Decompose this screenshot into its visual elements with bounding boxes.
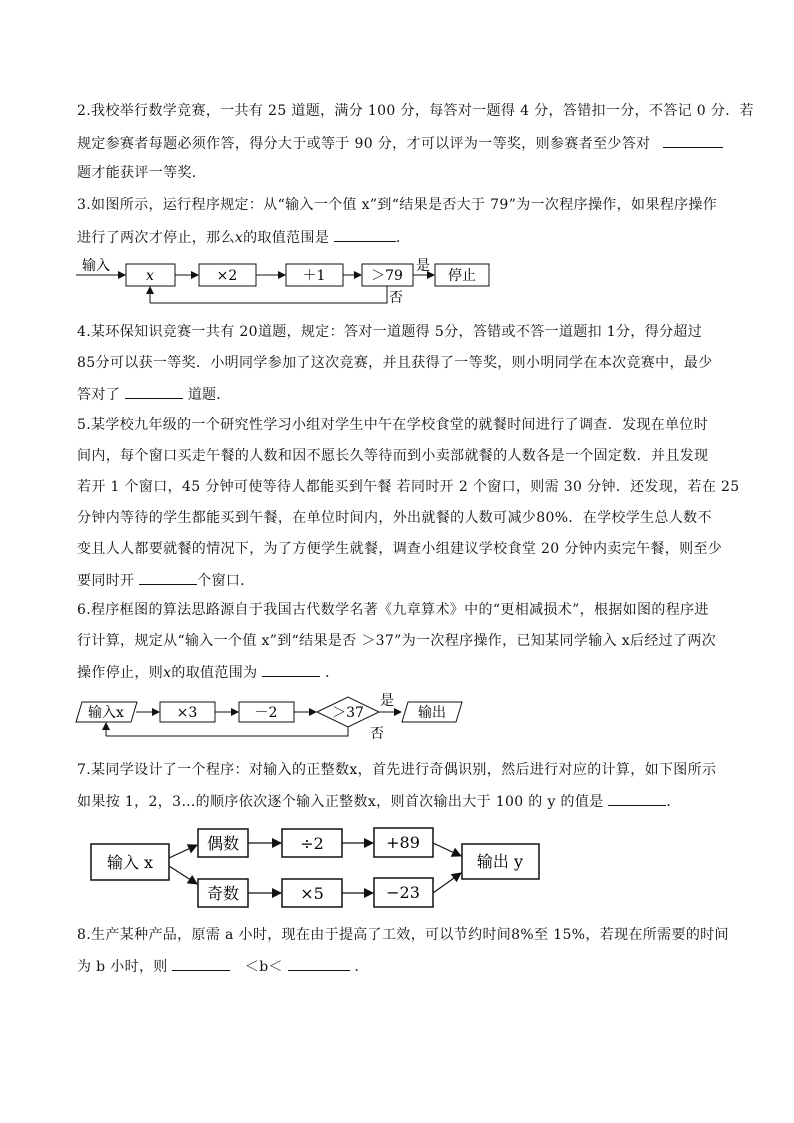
q6-line-3 bbox=[77, 662, 339, 683]
q6-answer-blank[interactable] bbox=[262, 662, 320, 677]
q8-text-b: ＜b＜ bbox=[244, 959, 283, 975]
q5-line-1: 5.某学校九年级的一个研究性学习小组对学生中午在学校食堂的就餐时间进行了调查．发现在单位时 bbox=[77, 417, 709, 433]
q6-condition-label: ＞37 bbox=[332, 705, 364, 721]
q5-line-2: 间内，每个窗口买走午餐的人数和因不愿长久等待而到小卖部就餐的人数各是一个固定数．并且发现 bbox=[77, 448, 709, 464]
q5-line-4: 分钟内等待的学生都能买到午餐，在单位时间内，外出就餐的人数可减少80%．在学校学生总人数不 bbox=[77, 510, 712, 526]
q4-text-b: 道题． bbox=[187, 387, 231, 403]
q2-text: 规定参赛者每题必须作答，得分大于或等于 90 分，才可以评为一等奖，则参赛者至少答对 bbox=[77, 136, 651, 152]
q7-text-a: 如果按 1，2，3…的顺序依次逐个输入正整数x，则首次输出大于 100 的 y 的值是 bbox=[77, 794, 604, 810]
q4-line-2: 85分可以获一等奖．小明同学参加了这次竞赛，并且获得了一等奖，则小明同学在本次竞赛中，最少 bbox=[77, 355, 713, 371]
q3-text-c: ． bbox=[396, 230, 411, 246]
q7-minus23-label: −23 bbox=[386, 883, 420, 902]
q3-box-times2-label: ×2 bbox=[216, 268, 238, 284]
q4-answer-blank[interactable] bbox=[125, 384, 183, 399]
q7-answer-blank[interactable] bbox=[608, 791, 666, 806]
q7-output-label: 输出 y bbox=[476, 852, 524, 871]
q7-arrow-to-output-top bbox=[433, 843, 461, 856]
q7-text-b: ． bbox=[666, 794, 681, 810]
q7-input-label: 输入 x bbox=[106, 853, 154, 872]
q7-even-label: 偶数 bbox=[206, 834, 240, 853]
q2-line-3: 题才能获评一等奖． bbox=[77, 165, 207, 181]
q8-line-1: 8.生产某种产品，原需 a 小时，现在由于提高了工效，可以节约时间8%至 15%，若现在所需要的时间 bbox=[77, 927, 729, 943]
q7-arrow-to-odd bbox=[169, 866, 197, 884]
q6-output-label: 输出 bbox=[418, 705, 446, 721]
q6-box-times3-label: ×3 bbox=[176, 705, 198, 721]
q3-yes-label: 是 bbox=[416, 258, 430, 274]
q2-line-2 bbox=[77, 133, 723, 154]
q5-answer-blank[interactable] bbox=[139, 570, 197, 585]
q8-line-2 bbox=[77, 956, 369, 977]
q7-odd-label: 奇数 bbox=[206, 884, 240, 903]
q6-variable: x bbox=[163, 665, 172, 681]
q3-text-a: 进行了两次才停止，那么 bbox=[77, 230, 235, 246]
q8-answer-blank-1[interactable] bbox=[172, 956, 230, 971]
q8-text-a: 为 b 小时，则 bbox=[77, 959, 168, 975]
q7-mul5-label: ×5 bbox=[300, 884, 324, 903]
q6-no-label: 否 bbox=[370, 726, 384, 742]
q4-text-a: 答对了 bbox=[77, 387, 121, 403]
q2-line-1: 2.我校举行数学竞赛，一共有 25 道题，满分 100 分，每答对一题得 4 分，答错扣一分，不答记 0 分．若 bbox=[77, 103, 754, 119]
q2-answer-blank[interactable] bbox=[663, 133, 723, 148]
q5-line-6 bbox=[77, 570, 255, 591]
q3-variable: x bbox=[234, 230, 244, 246]
q3-flowchart bbox=[70, 255, 500, 310]
q5-text-b: 个窗口． bbox=[197, 573, 255, 589]
q3-text-b: 的取值范围是 bbox=[243, 230, 330, 246]
q7-arrow-to-even bbox=[169, 845, 197, 858]
q5-text-a: 要同时开 bbox=[77, 573, 135, 589]
q6-line-1: 6.程序框图的算法思路源自于我国古代数学名著《九章算术》中的“更相减损术”，根据如图的程序进 bbox=[77, 602, 709, 618]
q6-line-2: 行计算，规定从“输入一个值 x”到“结果是否 ＞37”为一次程序操作，已知某同学输入 x后经过了两次 bbox=[77, 633, 717, 649]
q7-flowchart bbox=[85, 818, 545, 918]
q7-div2-label: ÷2 bbox=[300, 834, 324, 853]
q3-no-label: 否 bbox=[389, 290, 403, 306]
q4-line-3 bbox=[77, 384, 231, 405]
q6-flowchart bbox=[70, 690, 470, 742]
q8-text-c: ． bbox=[354, 959, 369, 975]
q3-box-gt79-label: ＞79 bbox=[371, 268, 403, 284]
q7-plus89-label: +89 bbox=[386, 833, 420, 852]
q6-box-minus2-label: －2 bbox=[254, 705, 278, 721]
q6-input-label: 输入x bbox=[88, 705, 124, 721]
q3-box-stop-label: 停止 bbox=[448, 268, 476, 284]
q3-line-2 bbox=[77, 227, 410, 248]
q7-line-2 bbox=[77, 791, 681, 812]
q6-yes-label: 是 bbox=[380, 693, 394, 709]
q6-loop-line bbox=[106, 727, 348, 736]
q6-text-c: ． bbox=[325, 665, 340, 681]
q3-line-1: 3.如图所示，运行程序规定：从“输入一个值 x”到“结果是否大于 79”为一次程序操作，如果程序操作 bbox=[77, 197, 718, 213]
q3-loop-line bbox=[150, 286, 387, 303]
q7-arrow-to-output-bottom bbox=[433, 873, 461, 893]
q6-text-b: 的取值范围为 bbox=[171, 665, 258, 681]
q8-answer-blank-2[interactable] bbox=[288, 956, 350, 971]
q3-box-plus1-label: ＋1 bbox=[302, 268, 326, 284]
q5-line-5: 变且人人都要就餐的情况下，为了方便学生就餐，调查小组建议学校食堂 20 分钟内卖完午餐，则至少 bbox=[77, 541, 723, 557]
q5-line-3: 若开 1 个窗口，45 分钟可使等待人都能买到午餐 若同时开 2 个窗口，则需 30 分钟．还发现，若在 25 bbox=[77, 479, 740, 495]
q3-input-label: 输入 bbox=[82, 258, 110, 274]
q4-line-1: 4.某环保知识竞赛一共有 20道题，规定：答对一道题得 5分，答错或不答一道题扣 1分，得分超过 bbox=[77, 324, 703, 340]
q7-line-1: 7.某同学设计了一个程序：对输入的正整数x，首先进行奇偶识别，然后进行对应的计算，如下图所示 bbox=[77, 762, 717, 778]
q6-text-a: 操作停止，则 bbox=[77, 665, 164, 681]
q3-answer-blank[interactable] bbox=[334, 227, 396, 242]
q3-box-x-label: x bbox=[146, 268, 154, 284]
